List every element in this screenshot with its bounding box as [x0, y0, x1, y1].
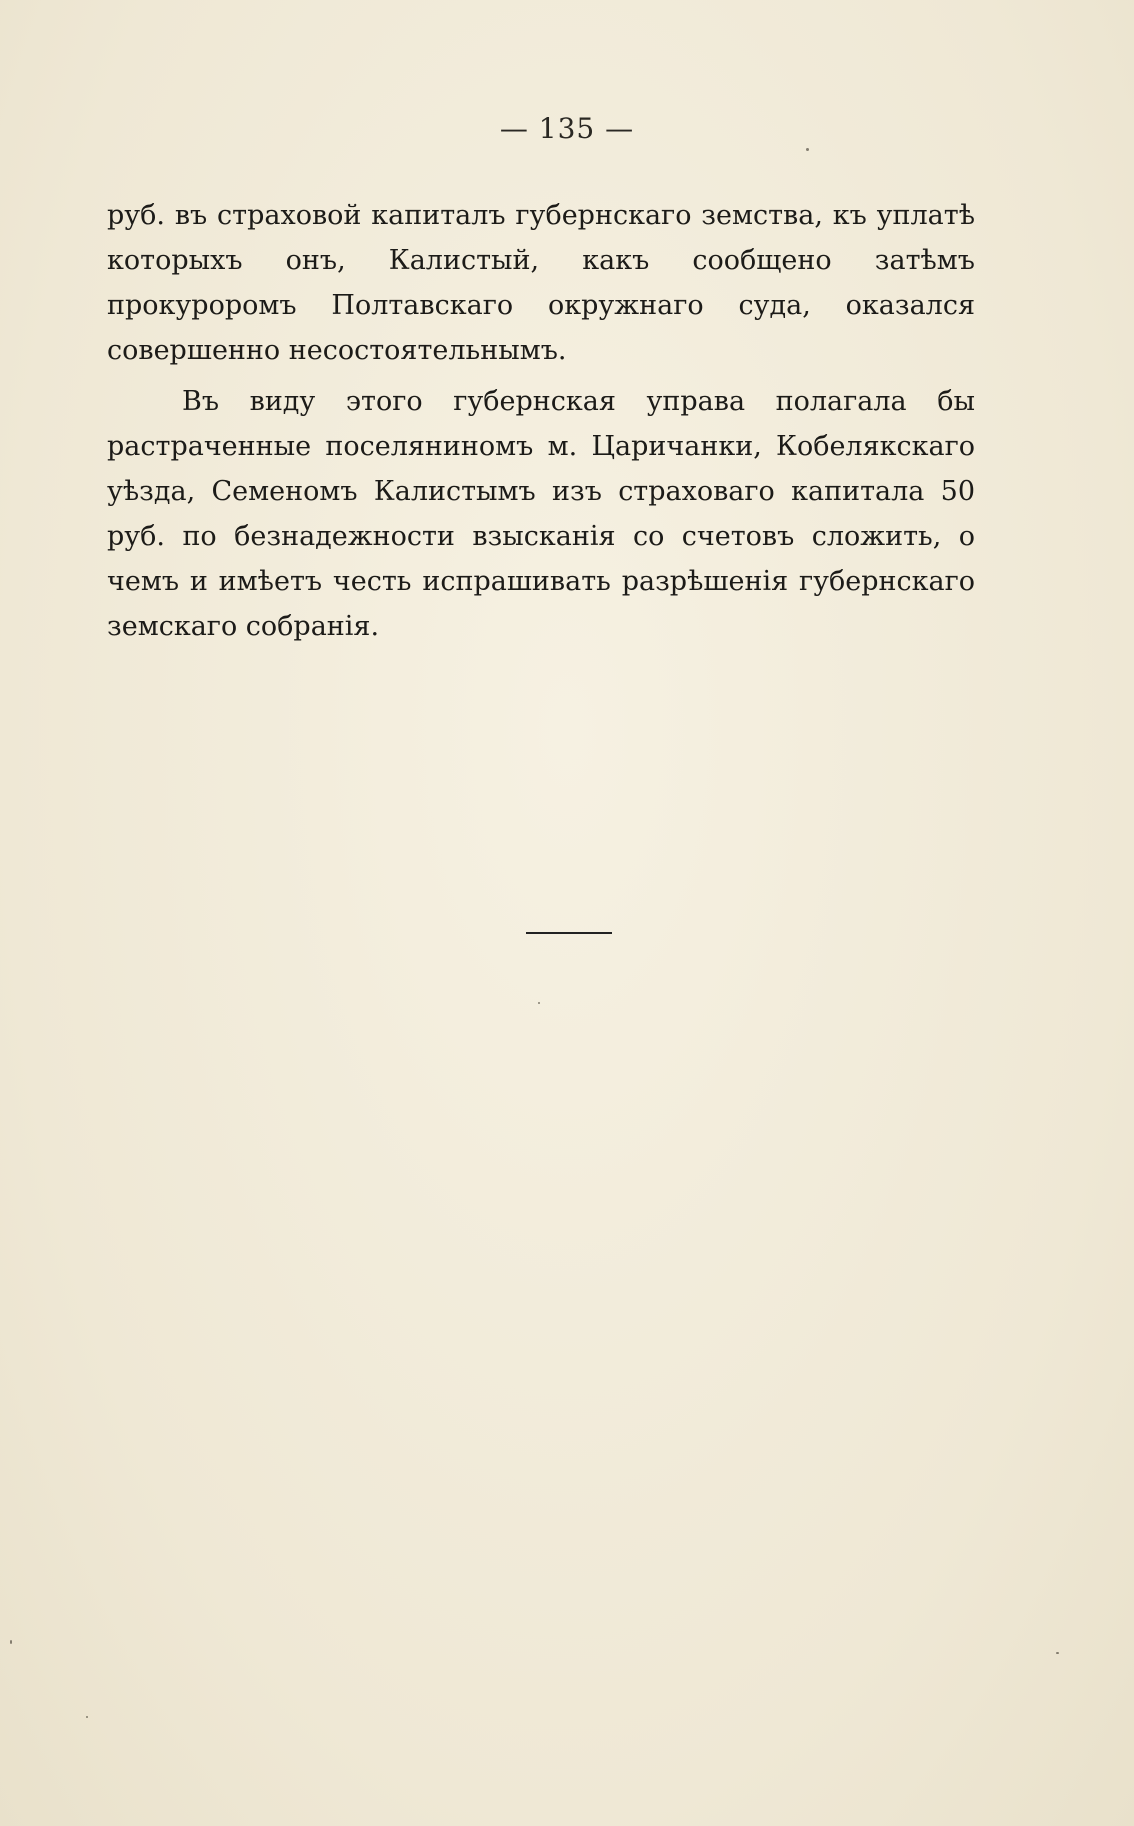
paper-speck [10, 1640, 12, 1644]
paper-speck [806, 148, 809, 151]
page-number: — 135 — [499, 112, 635, 145]
paper-speck [538, 1002, 540, 1004]
paragraph-2: Въ виду этого губернская управа полагала бы растраченные поселяниномъ м. Царичанки, Кобелякскаго уѣзда, Семеномъ Калистымъ изъ страховаго капитала 50 руб. по безнадежности взысканія со счетовъ сложить, о чемъ и имѣетъ честь испрашивать разрѣшенія губернскаго земскаго собранія. [107, 386, 975, 642]
paper-speck [86, 1716, 88, 1718]
paper-speck [1056, 1652, 1059, 1654]
paragraph-1: руб. въ страховой капиталъ губернскаго земства, къ уплатѣ которыхъ онъ, Калистый, какъ сообщено затѣмъ прокуроромъ Полтавскаго окружнаго суда, оказался совершенно несостоятельнымъ. [107, 200, 975, 366]
body-text [107, 193, 975, 655]
separator-rule [526, 932, 612, 934]
